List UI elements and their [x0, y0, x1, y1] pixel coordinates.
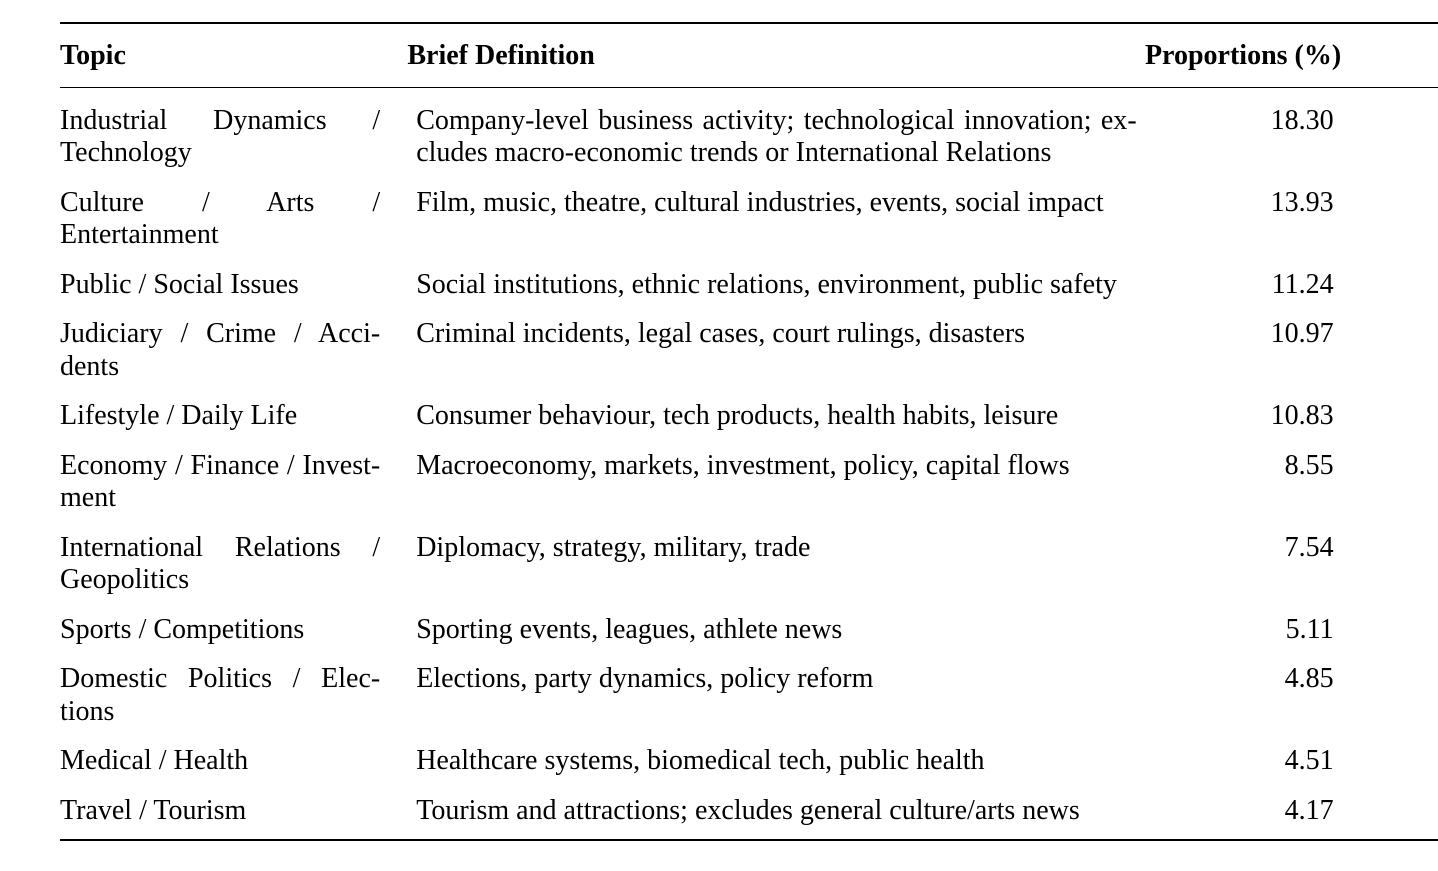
row-definition: Sporting events, leagues, athlete news	[416, 613, 843, 645]
row-proportion: 10.83	[1270, 400, 1334, 431]
row-definition: Healthcare systems, biomedical tech, public health	[416, 745, 985, 776]
row-topic: Travel / Tourism	[60, 794, 247, 826]
table-bottom-rule	[60, 839, 1438, 841]
row-topic: Sports / Competitions	[60, 613, 305, 645]
table-row	[60, 614, 1438, 647]
row-proportion-cell	[1137, 269, 1438, 302]
row-definition: Macroeconomy, markets, investment, policy, capital flows	[416, 449, 1070, 481]
table-clip	[60, 22, 1438, 841]
row-definition: Diplomacy, strategy, military, trade	[416, 531, 811, 563]
row-topic: International Relations / Geopolitics	[60, 531, 381, 595]
row-proportion: 4.85	[1284, 663, 1334, 694]
row-topic: Industrial Dynamics / Technology	[60, 104, 381, 168]
row-topic: Medical / Health	[60, 745, 249, 776]
table-body	[60, 88, 1438, 840]
table-row	[60, 532, 1438, 597]
header-definition: Brief Definition	[407, 40, 595, 71]
row-proportion-cell	[1137, 105, 1438, 170]
row-definition: Film, music, theatre, cultural industries, events, social impact	[416, 186, 1104, 218]
row-topic: Judiciary / Crime / Accidents	[60, 318, 381, 382]
header-topic: Topic	[60, 40, 126, 71]
row-definition: Company-level business activity; technological innovation; excludes macro-economic trends or International Relations	[416, 104, 1137, 168]
row-proportion: 7.54	[1284, 531, 1334, 563]
table-row	[60, 663, 1438, 728]
row-proportion: 13.93	[1270, 186, 1334, 218]
row-proportion-cell	[1137, 745, 1438, 778]
table-row	[60, 795, 1438, 828]
table-row	[60, 105, 1438, 170]
row-proportion: 4.51	[1284, 745, 1334, 776]
table-row	[60, 450, 1438, 515]
row-definition: Social institutions, ethnic relations, environment, public safety	[416, 268, 1117, 300]
row-proportion-cell	[1137, 400, 1438, 433]
topic-table	[60, 22, 1438, 841]
row-proportion: 18.30	[1270, 104, 1334, 136]
row-proportion: 5.11	[1285, 613, 1334, 645]
row-topic: Domestic Politics / Elections	[60, 663, 381, 727]
row-proportion-cell	[1137, 795, 1438, 828]
row-proportion-cell	[1137, 450, 1438, 515]
row-proportion: 11.24	[1271, 268, 1334, 300]
table-header-row	[60, 24, 1438, 87]
row-topic: Culture / Arts / Entertainment	[60, 186, 381, 250]
row-definition: Criminal incidents, legal cases, court rulings, disasters	[416, 318, 1026, 349]
row-definition: Consumer behaviour, tech products, health habits, leisure	[416, 400, 1059, 431]
header-proportion: Proportions (%)	[1144, 40, 1342, 71]
table-row	[60, 318, 1438, 383]
row-proportion: 10.97	[1270, 318, 1334, 349]
row-proportion-cell	[1137, 532, 1438, 597]
row-topic: Economy / Finance / Investment	[60, 449, 381, 513]
row-topic: Public / Social Issues	[60, 268, 299, 300]
row-topic: Lifestyle / Daily Life	[60, 400, 298, 431]
row-proportion-cell	[1137, 663, 1438, 728]
row-proportion-cell	[1137, 187, 1438, 252]
row-proportion-cell	[1137, 614, 1438, 647]
row-proportion-cell	[1137, 318, 1438, 383]
row-definition: Elections, party dynamics, policy reform	[416, 663, 874, 694]
table-row	[60, 187, 1438, 252]
table-row	[60, 400, 1438, 433]
row-proportion: 8.55	[1284, 449, 1334, 481]
row-proportion: 4.17	[1284, 794, 1334, 826]
row-definition: Tourism and attractions; excludes general culture/arts news	[416, 794, 1080, 826]
table-row	[60, 269, 1438, 302]
table-row	[60, 745, 1438, 778]
